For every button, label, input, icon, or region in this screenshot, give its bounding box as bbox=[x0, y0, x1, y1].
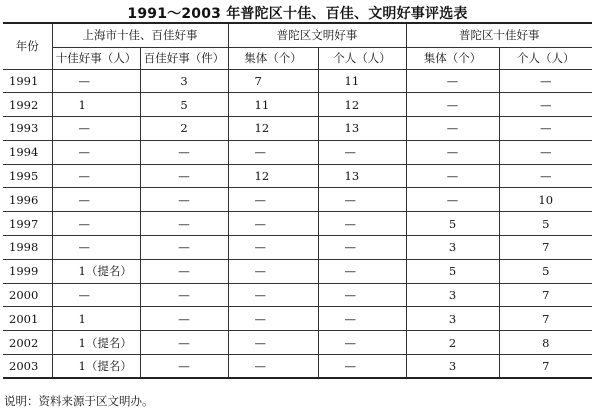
value-cell-c5: — bbox=[406, 164, 499, 188]
value-cell-c2: 2 bbox=[140, 117, 228, 141]
value-cell-c2: 5 bbox=[140, 93, 228, 117]
value-cell-c5: — bbox=[406, 188, 499, 212]
value-cell-c6: 5 bbox=[499, 212, 592, 236]
value-cell-c2: — bbox=[140, 140, 228, 164]
value-cell-c5: — bbox=[406, 69, 499, 93]
year-cell: 1999 bbox=[3, 259, 52, 283]
table-row bbox=[3, 236, 592, 260]
value-cell-c1: — bbox=[52, 69, 140, 93]
year-cell: 1996 bbox=[3, 188, 52, 212]
value-cell-c5: — bbox=[406, 93, 499, 117]
value-cell-c3: — bbox=[228, 188, 318, 212]
table-row bbox=[3, 188, 592, 212]
value-cell-c4: — bbox=[318, 331, 406, 355]
table-row bbox=[3, 307, 592, 331]
value-cell-c2: — bbox=[140, 259, 228, 283]
value-cell-c5: — bbox=[406, 117, 499, 141]
value-cell-c4: — bbox=[318, 355, 406, 379]
value-cell-c1: — bbox=[52, 140, 140, 164]
table-row bbox=[3, 283, 592, 307]
subheader-top-ten-individual: 个人（人） bbox=[499, 47, 592, 69]
subheader-top-ten-collective: 集体（个） bbox=[406, 47, 499, 69]
value-cell-c1: — bbox=[52, 164, 140, 188]
value-cell-c1: — bbox=[52, 188, 140, 212]
value-cell-c6: — bbox=[499, 93, 592, 117]
value-cell-c4: — bbox=[318, 307, 406, 331]
value-cell-c2: — bbox=[140, 283, 228, 307]
value-cell-c6: 8 bbox=[499, 331, 592, 355]
value-cell-c4: — bbox=[318, 140, 406, 164]
value-cell-c1: 1 bbox=[52, 307, 140, 331]
table-row bbox=[3, 259, 592, 283]
value-cell-c3: — bbox=[228, 355, 318, 379]
table-row bbox=[3, 140, 592, 164]
value-cell-c3: — bbox=[228, 259, 318, 283]
value-cell-c2: 3 bbox=[140, 69, 228, 93]
value-cell-c3: — bbox=[228, 283, 318, 307]
header-putuo-civilized-good-deeds: 普陀区文明好事 bbox=[228, 23, 406, 47]
value-cell-c6: 7 bbox=[499, 236, 592, 260]
table-row bbox=[3, 69, 592, 93]
table-body bbox=[3, 69, 592, 378]
value-cell-c3: — bbox=[228, 236, 318, 260]
value-cell-c1: 1 bbox=[52, 93, 140, 117]
value-cell-c5: 2 bbox=[406, 331, 499, 355]
value-cell-c5: 3 bbox=[406, 355, 499, 379]
value-cell-c5: — bbox=[406, 140, 499, 164]
value-cell-c1: — bbox=[52, 283, 140, 307]
value-cell-c1: 1（提名） bbox=[52, 355, 140, 379]
value-cell-c4: — bbox=[318, 259, 406, 283]
subheader-civilized-individual: 个人（人） bbox=[318, 47, 406, 69]
value-cell-c3: — bbox=[228, 212, 318, 236]
year-cell: 2000 bbox=[3, 283, 52, 307]
table-row bbox=[3, 355, 592, 379]
value-cell-c4: — bbox=[318, 188, 406, 212]
value-cell-c3: 12 bbox=[228, 164, 318, 188]
year-cell: 2003 bbox=[3, 355, 52, 379]
selection-table bbox=[3, 22, 592, 379]
value-cell-c3: 7 bbox=[228, 69, 318, 93]
value-cell-c4: — bbox=[318, 212, 406, 236]
source-note: 说明：资料来源于区文明办。 bbox=[4, 394, 154, 408]
header-shanghai-top-good-deeds: 上海市十佳、百佳好事 bbox=[52, 23, 228, 47]
value-cell-c5: 3 bbox=[406, 307, 499, 331]
value-cell-c2: — bbox=[140, 236, 228, 260]
value-cell-c3: 12 bbox=[228, 117, 318, 141]
year-cell: 2002 bbox=[3, 331, 52, 355]
value-cell-c5: 3 bbox=[406, 283, 499, 307]
year-cell: 1993 bbox=[3, 117, 52, 141]
value-cell-c5: 5 bbox=[406, 259, 499, 283]
value-cell-c2: — bbox=[140, 331, 228, 355]
subheader-civilized-collective: 集体（个） bbox=[228, 47, 318, 69]
value-cell-c1: — bbox=[52, 117, 140, 141]
year-cell: 1998 bbox=[3, 236, 52, 260]
value-cell-c6: — bbox=[499, 69, 592, 93]
value-cell-c1: — bbox=[52, 212, 140, 236]
table-row bbox=[3, 212, 592, 236]
value-cell-c4: 13 bbox=[318, 117, 406, 141]
value-cell-c4: 11 bbox=[318, 69, 406, 93]
year-cell: 1991 bbox=[3, 69, 52, 93]
value-cell-c3: — bbox=[228, 307, 318, 331]
value-cell-c6: — bbox=[499, 164, 592, 188]
value-cell-c1: 1（提名） bbox=[52, 331, 140, 355]
value-cell-c3: — bbox=[228, 331, 318, 355]
header-year: 年份 bbox=[3, 23, 52, 69]
table-row bbox=[3, 164, 592, 188]
value-cell-c6: 7 bbox=[499, 283, 592, 307]
subheader-top-ten-persons: 十佳好事（人） bbox=[52, 47, 140, 69]
value-cell-c2: — bbox=[140, 355, 228, 379]
value-cell-c5: 3 bbox=[406, 236, 499, 260]
value-cell-c4: — bbox=[318, 283, 406, 307]
year-cell: 1997 bbox=[3, 212, 52, 236]
table-row bbox=[3, 117, 592, 141]
table-row bbox=[3, 331, 592, 355]
value-cell-c2: — bbox=[140, 188, 228, 212]
value-cell-c1: 1（提名） bbox=[52, 259, 140, 283]
value-cell-c1: — bbox=[52, 236, 140, 260]
subheader-top-hundred-items: 百佳好事（件） bbox=[140, 47, 228, 69]
page-title: 1991～2003 年普陀区十佳、百佳、文明好事评选表 bbox=[127, 6, 468, 22]
value-cell-c6: 7 bbox=[499, 355, 592, 379]
value-cell-c6: 10 bbox=[499, 188, 592, 212]
value-cell-c3: — bbox=[228, 140, 318, 164]
year-cell: 1992 bbox=[3, 93, 52, 117]
table-row bbox=[3, 93, 592, 117]
year-cell: 1995 bbox=[3, 164, 52, 188]
value-cell-c2: — bbox=[140, 164, 228, 188]
year-cell: 2001 bbox=[3, 307, 52, 331]
value-cell-c4: — bbox=[318, 236, 406, 260]
value-cell-c4: 13 bbox=[318, 164, 406, 188]
value-cell-c6: — bbox=[499, 117, 592, 141]
value-cell-c6: — bbox=[499, 140, 592, 164]
value-cell-c4: 12 bbox=[318, 93, 406, 117]
year-cell: 1994 bbox=[3, 140, 52, 164]
value-cell-c2: — bbox=[140, 307, 228, 331]
value-cell-c3: 11 bbox=[228, 93, 318, 117]
value-cell-c6: 5 bbox=[499, 259, 592, 283]
value-cell-c6: 7 bbox=[499, 307, 592, 331]
header-putuo-top-ten-good-deeds: 普陀区十佳好事 bbox=[406, 23, 592, 47]
value-cell-c2: — bbox=[140, 212, 228, 236]
value-cell-c5: 5 bbox=[406, 212, 499, 236]
